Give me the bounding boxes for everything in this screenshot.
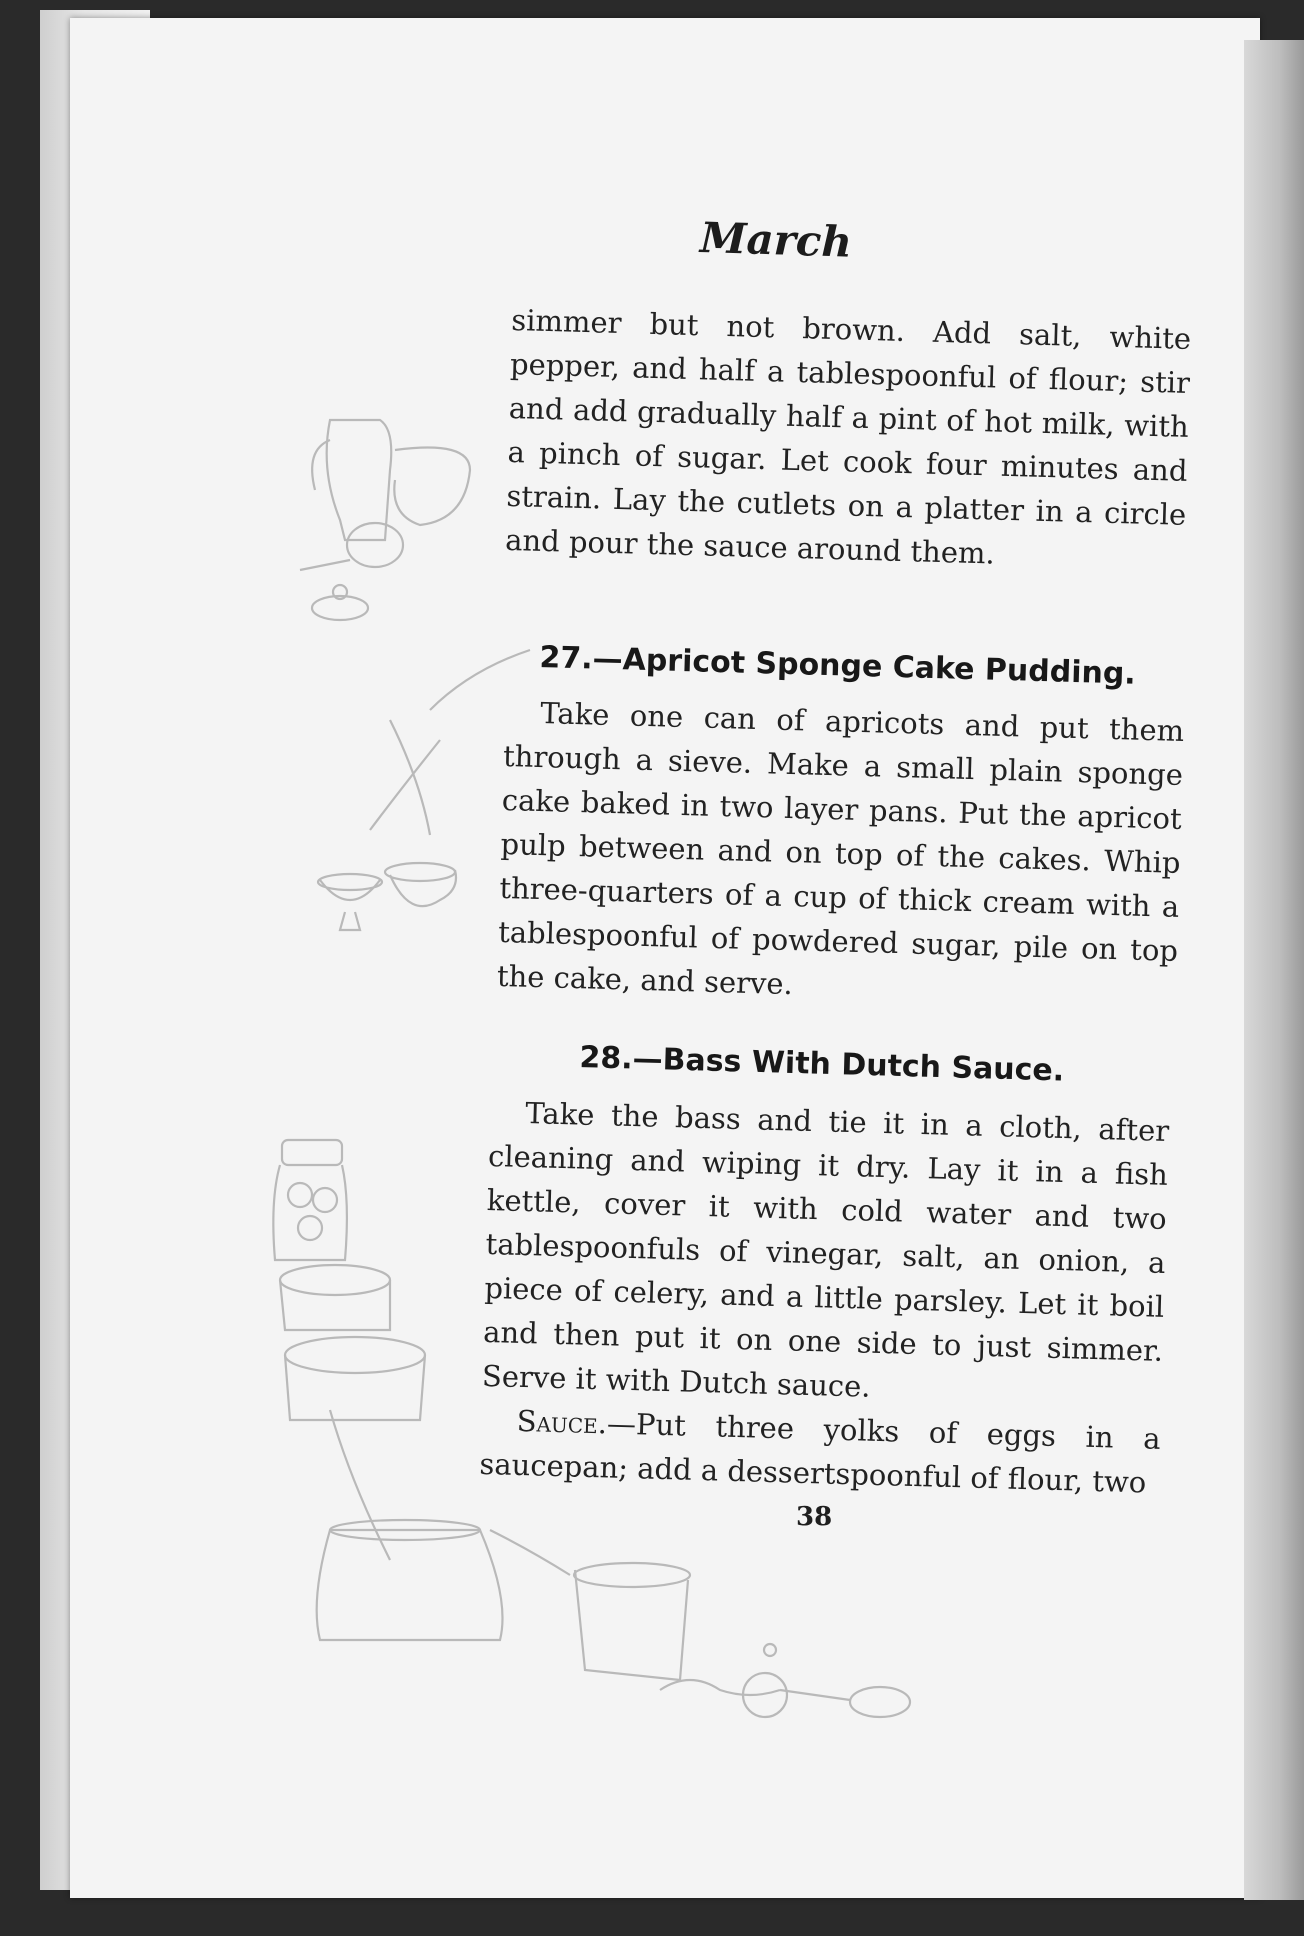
recipe-27-body <box>496 690 1184 1017</box>
lid-drawing <box>312 585 368 620</box>
running-head: March <box>699 212 853 267</box>
bowl-drawing <box>317 1520 503 1640</box>
pitcher-drawing <box>312 420 470 540</box>
cups-drawing <box>318 863 456 930</box>
saucepan-drawing <box>490 1530 690 1680</box>
strainer-drawing <box>300 523 403 570</box>
intro-paragraph-text: simmer but not brown. Add salt, white pepper, and half a tablespoonful of flour; stir and add gradually half a pint of hot milk, with a pinch of sugar. Let cook four minutes and strain. Lay the cutlets on a platter in a circle and pour the sauce around them. <box>504 302 1192 571</box>
recipe-27-heading: 27.—Apricot Sponge Cake Pudding. <box>539 640 1137 692</box>
recipe-28-body <box>479 1090 1170 1505</box>
intro-paragraph <box>505 298 1192 581</box>
pots-drawing <box>280 1265 425 1560</box>
recipe-28-heading: 28.—Bass With Dutch Sauce. <box>579 1040 1065 1089</box>
recipe-28-body-text: Take the bass and tie it in a cloth, after cleaning and wiping it dry. Lay it in a fish kettle, cover it with cold water and two tablespoonfuls of vinegar, salt, an onion, a piece of celery, and a little parsley. Let it boil and then put it on one side to just simmer. Serve it with Dutch sauce. <box>481 1096 1170 1404</box>
page-number: 38 <box>796 1502 833 1532</box>
sauce-label: Sauce. <box>516 1403 608 1441</box>
egg-beater-drawing <box>660 1644 910 1717</box>
recipe-27-body-text: Take one can of apricots and put them through a sieve. Make a small plain sponge cake baked in two layer pans. Put the apricot pulp between and on top of the cakes. Whip three-quarters of a cup of thick cream with a tablespoonful of powdered sugar, pile on top the cake, and serve. <box>496 696 1185 1002</box>
sauce-text: —Put three yolks of eggs in a saucepan; add a dessertspoonful of flour, two <box>479 1406 1161 1500</box>
jar-drawing <box>273 1140 347 1260</box>
